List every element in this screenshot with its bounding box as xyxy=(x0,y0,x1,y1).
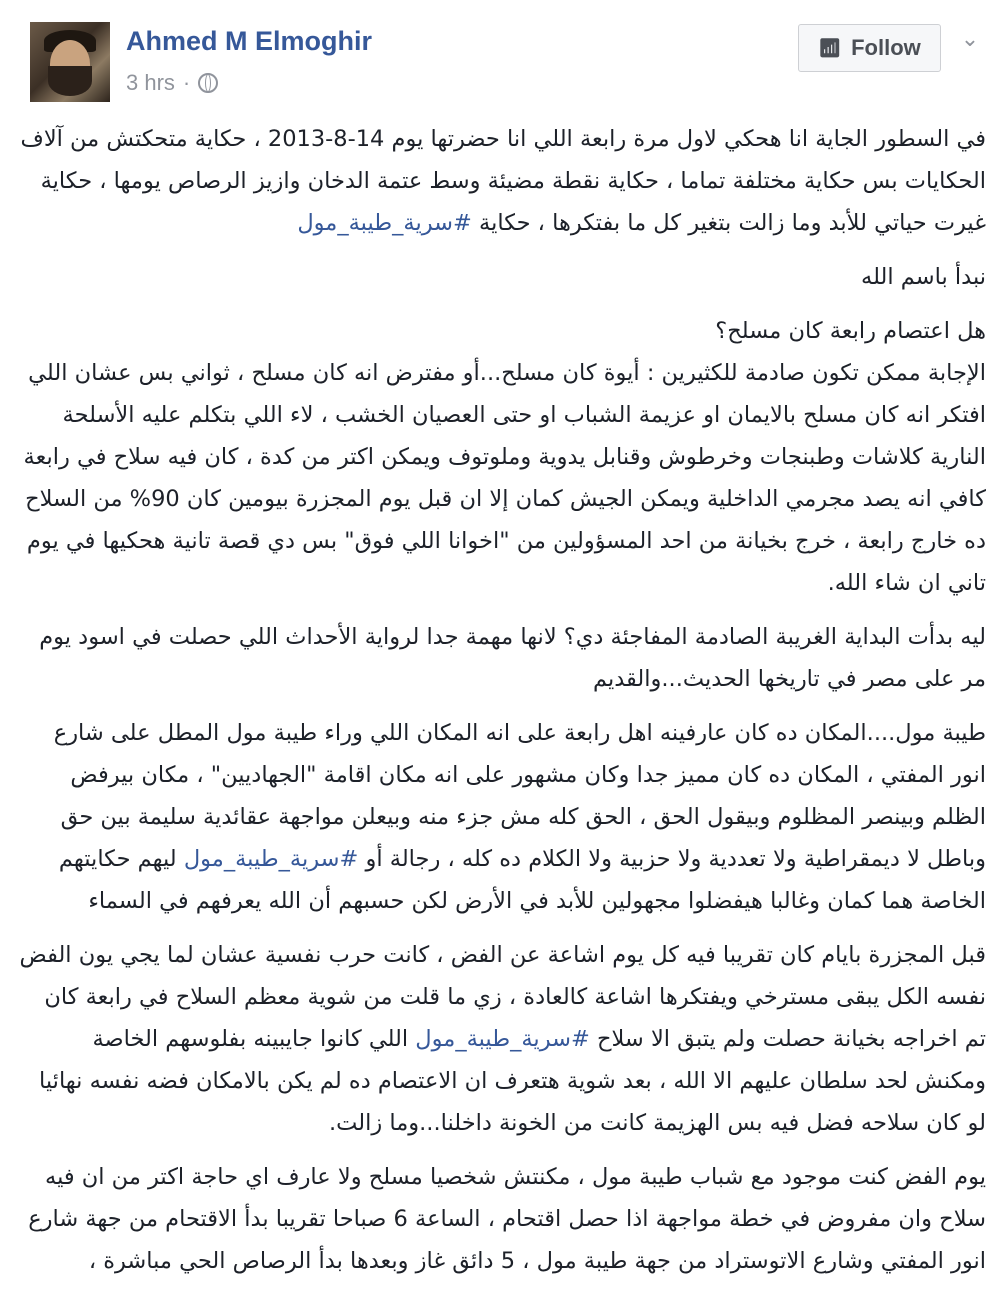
hashtag-link[interactable]: #سرية_طيبة_مول xyxy=(183,846,359,872)
globe-icon[interactable] xyxy=(198,73,218,93)
paragraph-question: هل اعتصام رابعة كان مسلح؟ xyxy=(715,318,986,344)
post-paragraph-3 xyxy=(18,310,986,604)
rss-icon: 📶︎ xyxy=(818,37,842,58)
paragraph-text: ليهم حكايتهم الخاصة هما كمان وغالبا هيفضلوا مجهولين للأبد في الأرض لكن حسبهم أن الله يعرفهم في السماء xyxy=(58,846,986,914)
post-meta xyxy=(126,70,218,96)
meta-separator: · xyxy=(182,70,191,95)
avatar-beard xyxy=(48,66,92,96)
post-body xyxy=(18,118,986,1294)
post-paragraph-5 xyxy=(18,712,986,922)
post-header xyxy=(0,0,1008,110)
follow-button[interactable] xyxy=(798,24,941,72)
paragraph-text: الإجابة ممكن تكون صادمة للكثيرين : أيوة كان مسلح...أو مفترض انه كان مسلح ، ثواني بس عشان اللي افتكر انه كان مسلح بالايمان او عزيمة الشباب او حتى العصيان الخشب ، لاء اللي بتكلم عليه الأسلحة النارية كلاشات وطبنجات وخرطوش وقنابل يدوية وملوتوف ويمكن اكتر من كدة ، كان فيه سلاح في رابعة كافي انه يصد مجرمي الداخلية ويمكن الجيش كمان إلا ان قبل يوم المجزرة بيومين كان 90% من السلاح ده خارج رابعة ، خرج بخيانة من احد المسؤولين من "اخوانا اللي فوق" بس دي قصة تانية هحكيها في يوم تاني ان شاء الله. xyxy=(23,360,986,596)
author-name[interactable]: Ahmed M Elmoghir xyxy=(126,26,373,56)
hashtag-link[interactable]: #سرية_طيبة_مول xyxy=(297,210,472,236)
chevron-down-icon[interactable]: ⌄ xyxy=(960,27,980,52)
paragraph-text: في السطور الجاية انا هحكي لاول مرة رابعة اللي انا حضرتها يوم 14-8-2013 ، حكاية متحكتش من آلاف الحكايات بس حكاية مختلفة تماما ، حكاية نقطة مضيئة وسط عتمة الدخان وازيز الرصاص يومها ، حكاية غيرت حياتي للأبد وما زالت بتغير كل ما بفتكرها ، حكاية xyxy=(20,126,986,236)
paragraph-text: قبل المجزرة بايام كان تقريبا فيه كل يوم اشاعة عن الفض ، كانت حرب نفسية عشان لما يجي يون الفض نفسه الكل يبقى مسترخي ويفتكرها اشاعة كالعادة ، زي ما قلت من شوية معظم السلاح في رابعة كان تم اخراجه بخيانة حصلت ولم يتبق الا سلاح xyxy=(19,942,986,1052)
follow-label: Follow xyxy=(851,35,921,60)
post-paragraph-2: نبدأ باسم الله xyxy=(861,264,986,290)
post-paragraph-1 xyxy=(18,118,986,244)
paragraph-text: اللي كانوا جايبينه بفلوسهم الخاصة ومكنش لحد سلطان عليهم الا الله ، بعد شوية هتعرف ان الاعتصام ده لم يكن بالامكان فضه نفسه نهائيا لو كان سلاحه فضل فيه بس الهزيمة كانت من الخونة داخلنا...وما زالت. xyxy=(39,1026,986,1136)
post-timestamp[interactable]: 3 hrs xyxy=(126,70,175,95)
paragraph-text: طيبة مول....المكان ده كان عارفينه اهل رابعة على انه المكان اللي وراء طيبة مول المطل على شارع انور المفتي ، المكان ده كان مميز جدا وكان مشهور على انه مكان اقامة "الجهاديين" ، مكان بيرفض الظلم وبينصر المظلوم وبيقول الحق ، الحق كله مش جزء منه وبيعلن مواجهة عقائدية سليمة بين حق وباطل لا ديمقراطية ولا تعددية ولا حزبية ولا الكلام ده كله ، رجالة أو xyxy=(53,720,986,872)
post-paragraph-6 xyxy=(18,934,986,1144)
post-paragraph-4: ليه بدأت البداية الغريبة الصادمة المفاجئة دي؟ لانها مهمة جدا لرواية الأحداث اللي حصلت في اسود يوم مر على مصر في تاريخها الحديث...والقديم xyxy=(39,624,986,692)
avatar[interactable] xyxy=(30,22,110,102)
hashtag-link[interactable]: #سرية_طيبة_مول xyxy=(415,1026,590,1052)
post-paragraph-7: يوم الفض كنت موجود مع شباب طيبة مول ، مكنتش شخصيا مسلح ولا عارف اي حاجة اكتر من ان فيه سلاح وان مفروض في خطة مواجهة اذا حصل اقتحام ، الساعة 6 صباحا تقريبا بدأ الاقتحام من جهة شارع انور المفتي وشارع الاتوستراد من جهة طيبة مول ، 5 دائق غاز وبعدها بدأ الرصاص الحي مباشرة ، xyxy=(28,1164,986,1274)
